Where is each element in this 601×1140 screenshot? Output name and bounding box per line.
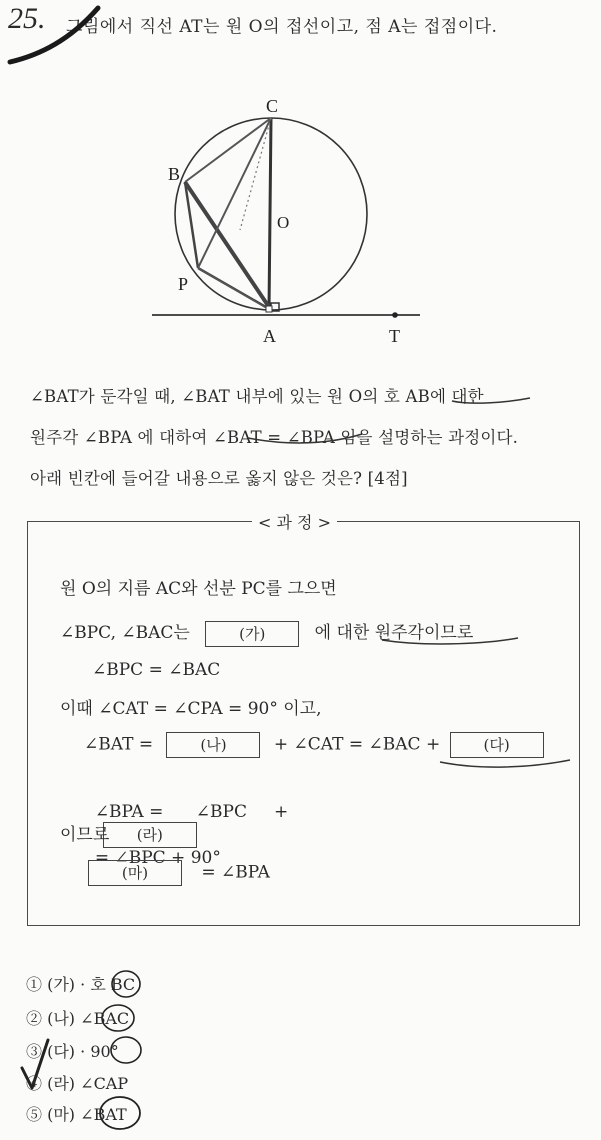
choice-2[interactable]: ② (나) ∠BAC <box>26 1009 130 1028</box>
process-l8-post: = ∠BPA <box>201 862 270 883</box>
choice-1[interactable]: ① (가) · 호 BC <box>26 975 136 994</box>
process-line-3: ∠BPC = ∠BAC <box>92 660 221 680</box>
process-l6-pre: ∠BPA = ∠BPC + <box>94 802 289 822</box>
process-line-2 <box>60 618 473 647</box>
choice-3[interactable]: ③ (다) · 90° <box>26 1042 119 1061</box>
label-c: C <box>266 96 279 116</box>
process-line-7: 이므로 <box>60 825 110 845</box>
process-l6-post: = ∠BPC + 90° <box>94 848 221 868</box>
description-line-1: ∠BAT가 둔각일 때, ∠BAT 내부에 있는 원 O의 호 AB에 대한 <box>30 387 484 406</box>
label-t: T <box>389 326 400 346</box>
label-p: P <box>178 274 189 294</box>
question-number: 25. <box>8 2 46 35</box>
label-a: A <box>263 326 276 346</box>
description-line-3: 아래 빈칸에 들어갈 내용으로 옳지 않은 것은? [4점] <box>30 469 408 488</box>
process-title: < 과 정 > <box>252 510 337 533</box>
geometry-figure <box>140 90 440 350</box>
process-line-1: 원 O의 지름 AC와 선분 PC를 그으면 <box>60 579 337 599</box>
label-b: B <box>168 164 181 184</box>
point-t <box>392 312 398 318</box>
blank-na: (나) <box>166 732 260 758</box>
process-l5-mid: + ∠CAT = ∠BAC + <box>273 734 441 755</box>
description-line-2: 원주각 ∠BPA 에 대하여 ∠BAT = ∠BPA 임을 설명하는 과정이다. <box>30 428 519 447</box>
blank-da: (다) <box>450 732 544 758</box>
process-line-5 <box>84 732 544 758</box>
process-line-4: 이때 ∠CAT = ∠CPA = 90° 이고, <box>60 699 322 719</box>
choice-5[interactable]: ⑤ (마) ∠BAT <box>26 1105 127 1124</box>
process-l2-pre: ∠BPC, ∠BAC는 <box>60 623 190 643</box>
segment-ab <box>185 182 271 310</box>
process-l5-pre: ∠BAT = <box>84 734 154 755</box>
choice-4[interactable]: ④ (라) ∠CAP <box>26 1074 129 1093</box>
process-l2-post: 에 대한 원주각이므로 <box>314 623 474 643</box>
diameter-ac <box>269 118 271 310</box>
question-title: 그림에서 직선 AT는 원 O의 접선이고, 점 A는 접점이다. <box>66 17 498 37</box>
process-line-8 <box>88 860 270 886</box>
blank-ra: (라) <box>103 822 197 848</box>
blank-ga: (가) <box>205 621 299 647</box>
label-o: O <box>277 213 290 232</box>
blank-ma: (마) <box>88 860 182 886</box>
process-line-6 <box>84 782 288 868</box>
